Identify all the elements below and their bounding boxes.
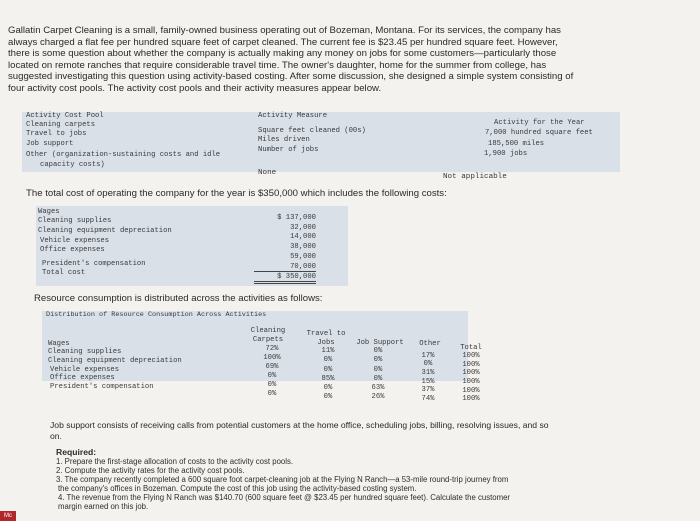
dist-cell: 0% — [373, 356, 383, 364]
dist-cell: 85% — [321, 375, 335, 383]
measure-other: None — [258, 169, 277, 177]
col-header-cleaning-2: Carpets — [252, 336, 284, 344]
dist-cell: 100% — [462, 395, 480, 403]
dist-row-label: President's compensation — [50, 383, 154, 391]
cost-total-label: Total cost — [42, 269, 86, 277]
intro-line: Gallatin Carpet Cleaning is a small, family-owned business operating out of Bozeman, Montana. For its services, the company has — [8, 25, 561, 36]
cost-amount: 70,000 — [254, 263, 316, 272]
pool-other-cont: capacity costs) — [40, 161, 105, 169]
job-support-line: Job support consists of receiving calls from potential customers at the home office, scheduling jobs, billing, resolving issues, and so — [50, 420, 549, 430]
pool-job-support: Job support — [26, 140, 74, 148]
dist-cell: 37% — [421, 386, 435, 394]
corner-badge: Mc — [0, 511, 16, 521]
cost-label: Cleaning equipment depreciation — [38, 227, 172, 235]
dist-cell: 17% — [421, 352, 435, 360]
cost-amount: 14,000 — [290, 233, 316, 241]
intro-line: suggested investigating this question using activity-based costing. After some discussion, she designed a simple system consisting of — [8, 71, 574, 83]
dist-cell: 69% — [265, 363, 279, 371]
dist-cell: 0% — [323, 366, 333, 374]
required-item: 1. Prepare the first-stage allocation of costs to the activity cost pools. — [56, 457, 294, 466]
dist-cell: 0% — [323, 384, 333, 392]
cost-label: Wages — [38, 208, 60, 216]
dist-row-label: Cleaning equipment depreciation — [48, 357, 182, 365]
cost-label: Vehicle expenses — [40, 237, 110, 245]
required-item: 2. Compute the activity rates for the activity cost pools. — [56, 466, 245, 475]
total-cost-sentence: The total cost of operating the company for the year is $350,000 which includes the following costs: — [26, 188, 447, 199]
dist-cell: 26% — [371, 393, 385, 401]
header-measure: Activity Measure — [258, 112, 328, 120]
cost-amount: 38,000 — [290, 243, 316, 251]
header-pool: Activity Cost Pool — [26, 112, 104, 120]
cost-amount: $ 137,000 — [277, 214, 316, 222]
intro-line: always charged a flat fee per hundred square feet of carpet cleaned. The current fee is $23.45 per hundred square feet. However, — [8, 36, 558, 48]
year-travel: 185,500 miles — [488, 140, 545, 148]
dist-cell: 100% — [462, 361, 480, 369]
dist-cell: 100% — [462, 369, 480, 377]
required-item: 4. The revenue from the Flying N Ranch was $140.70 (600 square feet @ $23.45 per hundred square feet). Calculate the customer — [58, 493, 511, 502]
intro-line: located on remote ranches that require considerable travel time. The owner's daughter, home for the summer from college, has — [8, 59, 547, 71]
dist-cell: 100% — [462, 387, 480, 395]
col-header-travel-2: Jobs — [317, 339, 335, 347]
required-item: 3. The company recently completed a 600 square foot carpet-cleaning job at the Flying N Ranch—a 53-mile round-trip journey from — [56, 475, 509, 484]
dist-cell: 31% — [421, 369, 435, 377]
dist-row-label: Office expenses — [50, 374, 115, 382]
pool-other: Other (organization-sustaining costs and idle — [26, 151, 221, 159]
dist-cell: 15% — [421, 378, 435, 386]
job-support-line: on. — [50, 431, 62, 441]
cost-label: Cleaning supplies — [38, 217, 112, 225]
dist-cell: 0% — [373, 366, 383, 374]
col-header-travel-1: Travel to — [306, 330, 346, 338]
col-header-cleaning-1: Cleaning — [250, 327, 286, 335]
year-job-support: 1,900 jobs — [484, 150, 528, 158]
dist-cell: 74% — [421, 395, 435, 403]
cost-amount: 59,000 — [290, 253, 316, 261]
measure-cleaning: Square feet cleaned (00s) — [258, 127, 366, 135]
required-item: margin earned on this job. — [58, 502, 149, 511]
dist-cell: 0% — [373, 347, 383, 355]
col-header-job-support: Job Support — [356, 339, 404, 347]
dist-cell: 100% — [462, 378, 480, 386]
dist-cell: 0% — [423, 360, 433, 368]
dist-cell: 0% — [323, 356, 333, 364]
intro-line: there is some question about whether the company is actually making any money on jobs for some customers—particularly those — [8, 48, 557, 60]
header-year: Activity for the Year — [494, 119, 585, 127]
cost-label: Office expenses — [40, 246, 105, 254]
pool-cleaning: Cleaning carpets — [26, 121, 96, 129]
cost-total-amount: $ 350,000 — [254, 273, 316, 284]
dist-row-label: Vehicle expenses — [50, 366, 120, 374]
col-header-total: Total — [460, 344, 482, 352]
intro-paragraph — [8, 25, 668, 95]
year-other: Not applicable — [443, 173, 507, 181]
dist-cell: 11% — [321, 347, 335, 355]
pool-travel: Travel to jobs — [26, 130, 87, 138]
dist-cell: 0% — [267, 381, 277, 389]
dist-cell: 0% — [373, 375, 383, 383]
year-cleaning: 7,000 hundred square feet — [485, 129, 593, 137]
dist-cell: 0% — [323, 393, 333, 401]
dist-cell: 0% — [267, 372, 277, 380]
required-item: the company's offices in Bozeman. Compute the cost of this job using the activity-based costing system. — [58, 484, 417, 493]
intro-line: four activity cost pools. The activity cost pools and their activity measures appear below. — [8, 82, 382, 94]
cost-amount: 32,000 — [290, 224, 316, 232]
measure-job-support: Number of jobs — [258, 146, 319, 154]
required-heading: Required: — [56, 447, 97, 457]
dist-cell: 63% — [371, 384, 385, 392]
cost-label: President's compensation — [42, 260, 146, 268]
col-header-other: Other — [419, 340, 441, 348]
dist-row-label: Cleaning supplies — [48, 348, 122, 356]
dist-cell: 72% — [265, 345, 279, 353]
dist-cell: 100% — [462, 352, 480, 360]
measure-travel: Miles driven — [258, 136, 310, 144]
resource-sentence: Resource consumption is distributed across the activities as follows: — [34, 293, 323, 304]
distribution-title: Distribution of Resource Consumption Across Activities — [46, 311, 267, 319]
dist-cell: 0% — [267, 390, 277, 398]
dist-row-label: Wages — [48, 340, 70, 348]
dist-cell: 100% — [263, 354, 281, 362]
